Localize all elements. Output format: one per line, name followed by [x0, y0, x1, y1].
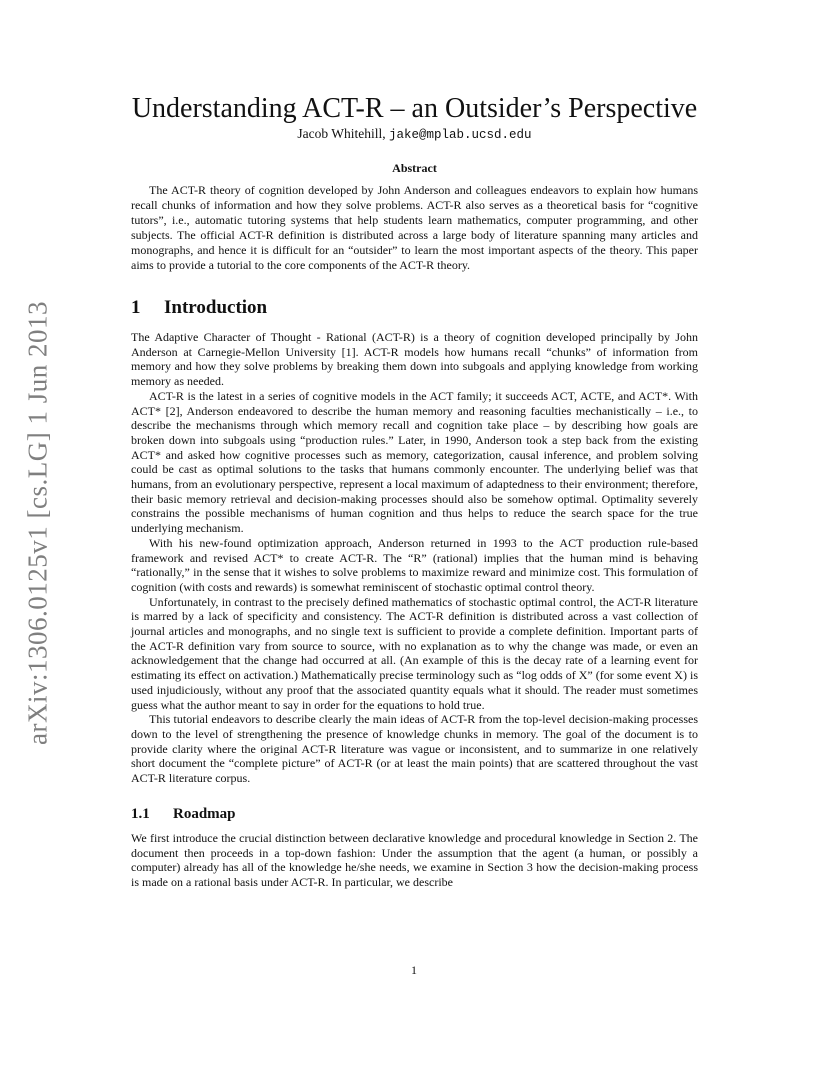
subsection-heading-roadmap [131, 805, 698, 823]
section-number: 1 [131, 297, 141, 318]
author-name: Jacob Whitehill, [297, 126, 386, 141]
section-heading-introduction [131, 297, 698, 319]
abstract-text: The ACT-R theory of cognition developed by John Anderson and colleagues endeavors to explain how humans recall chunks of information and how they solve problems. ACT-R also serves as a theoretical basis for “cognitive tutors”, i.e., automatic tutoring systems that help students learn mathematics, computer programming, and other subjects. The official ACT-R definition is distributed across a large body of literature spanning many articles and monographs, and hence it is difficult for an “outsider” to learn the most important aspects of the theory. This paper aims to provide a tutorial to the core components of the ACT-R theory. [131, 183, 698, 272]
subsection-number: 1.1 [131, 805, 150, 822]
intro-paragraph-4: Unfortunately, in contrast to the precisely defined mathematics of stochastic optimal control, the ACT-R literature is marred by a lack of specificity and consistency. The ACT-R definition is distributed across a vast collection of journal articles and monographs, and no single text is sufficient to provide a complete definition. Important parts of the ACT-R definition vary from source to source, with no explanation as to why the change was made, or even an acknowledgement that the change had occurred at all. (An example of this is the decay rate of a learning event for estimating its effect on activation.) Mathematically precise terminology such as “log odds of X” (for some event X) is used injudiciously, without any proof that the associated quantity equals what it should. The reader must sometimes guess what the author meant to say in order for the equations to hold true. [131, 594, 698, 712]
abstract-heading: Abstract [392, 161, 437, 175]
intro-paragraph-2: ACT-R is the latest in a series of cognitive models in the ACT family; it succeeds ACT, ACTE, and ACT*. With ACT* [2], Anderson endeavored to describe the human memory and reasoning faculties mechanistically – i.e., to describe the mechanisms through which memory recall and cognition take place – by describing how goals are broken down into subgoals using “production rules.” Later, in 1990, Anderson took a step back from the existing ACT* and asked how cognitive processes such as memory, categorization, causal inference, and problem solving could be cast as optimal solutions to the tasks that humans commonly encounter. The underlying belief was that humans, from an evolutionary perspective, represent a local maximum of adaptedness to their environment; therefore, their basic memory retrieval and decision-making processes should also be somehow optimal. Optimality severely constrains the possible mechanisms of human cognition and thus helps to reduce the search space for the true underlying mechanism. [131, 388, 698, 536]
arxiv-identifier [18, 300, 58, 745]
intro-paragraph-1: The Adaptive Character of Thought - Rational (ACT-R) is a theory of cognition developed principally by John Anderson at Carnegie-Mellon University [1]. ACT-R models how humans recall “chunks” of information from memory and how they solve problems by breaking them down into subgoals and applying knowledge from working memory as needed. [131, 330, 698, 389]
section-title: Introduction [164, 297, 268, 318]
author-email[interactable]: jake@mplab.ucsd.edu [389, 128, 532, 142]
paper-title: Understanding ACT-R – an Outsider’s Perspective [131, 93, 698, 124]
subsection-title: Roadmap [173, 805, 236, 822]
arxiv-identifier-text: arXiv:1306.0125v1 [cs.LG] 1 Jun 2013 [22, 300, 53, 745]
page-number: 1 [411, 963, 417, 977]
roadmap-body [131, 831, 698, 890]
paper-page [131, 92, 698, 890]
introduction-body [131, 330, 698, 786]
author-line [131, 125, 698, 144]
intro-paragraph-5: This tutorial endeavors to describe clearly the main ideas of ACT-R from the top-level decision-making processes down to the level of strengthening the presence of knowledge chunks in memory. The goal of the document is to provide clarity where the original ACT-R literature was vague or inconsistent, and to summarize in one relatively short document the “complete picture” of ACT-R (or at least the main points) that are scattered throughout the vast ACT-R literature corpus. [131, 712, 698, 786]
intro-paragraph-3: With his new-found optimization approach, Anderson returned in 1993 to the ACT production rule-based framework and revised ACT* to create ACT-R. The “R” (rational) implies that the human mind is behaving “rationally,” in the sense that it wishes to solve problems to maximize reward and minimize cost. This formulation of cognition (with costs and rewards) is somewhat reminiscent of stochastic optimal control theory. [131, 535, 698, 594]
roadmap-paragraph: We first introduce the crucial distinction between declarative knowledge and procedural knowledge in Section 2. The document then proceeds in a top-down fashion: Under the assumption that the agent (a human, or possibly a computer) already has all of the knowledge he/she needs, we examine in Section 3 how the decision-making process is made on a rational basis under ACT-R. In particular, we describe [131, 830, 698, 889]
